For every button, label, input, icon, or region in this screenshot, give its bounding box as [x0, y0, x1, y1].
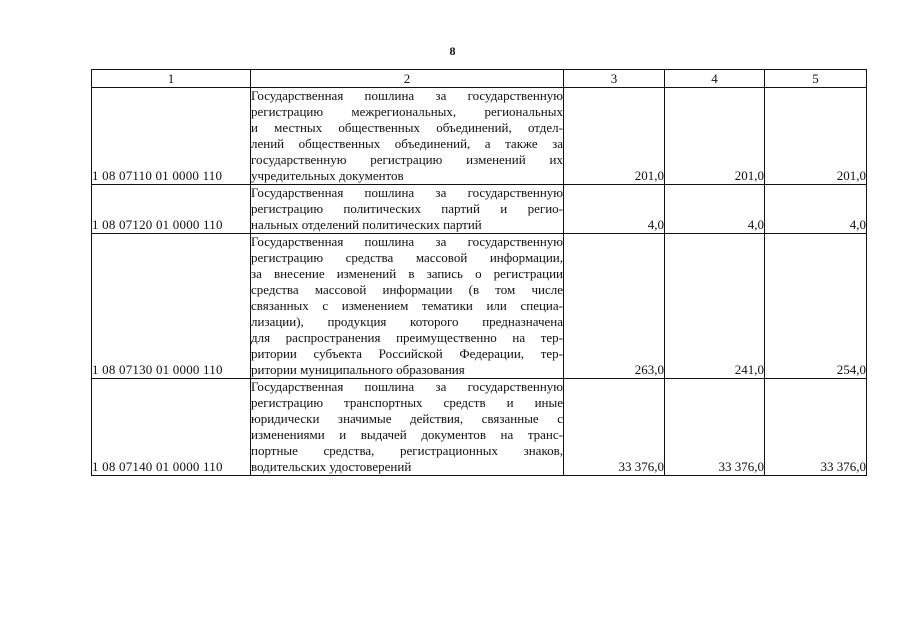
- description-line: ритории муниципального образования: [251, 362, 465, 377]
- budget-code-cell: 1 08 07140 01 0000 110: [92, 379, 251, 476]
- budget-code-cell: 1 08 07120 01 0000 110: [92, 185, 251, 234]
- description-line: Государственная пошлина за государственную: [251, 185, 563, 200]
- table-row: [92, 88, 867, 185]
- column-header: 1: [92, 70, 251, 88]
- amount-cell-v4: 241,0: [665, 234, 765, 379]
- description-line: Государственная пошлина за государственную: [251, 379, 563, 394]
- page-number: 8: [449, 44, 456, 58]
- column-header: 2: [251, 70, 564, 88]
- amount-cell-v5: 254,0: [765, 234, 867, 379]
- table-row: [92, 234, 867, 379]
- amount-cell-v5: 201,0: [765, 88, 867, 185]
- description-line: за внесение изменений в запись о регистрации: [251, 266, 563, 281]
- budget-code-cell: 1 08 07130 01 0000 110: [92, 234, 251, 379]
- amount-cell-v3: 201,0: [564, 88, 665, 185]
- amount-cell-v4: 4,0: [665, 185, 765, 234]
- amount-cell-v4: 33 376,0: [665, 379, 765, 476]
- description-line: учредительных документов: [251, 168, 404, 183]
- amount-cell-v5: 33 376,0: [765, 379, 867, 476]
- description-line: регистрацию транспортных средств и иные: [251, 395, 563, 410]
- description-cell: [251, 379, 564, 476]
- amount-cell-v4: 201,0: [665, 88, 765, 185]
- budget-code-cell: 1 08 07110 01 0000 110: [92, 88, 251, 185]
- description-line: регистрацию межрегиональных, региональных: [251, 104, 563, 119]
- column-header: 4: [665, 70, 765, 88]
- description-line: портные средства, регистрационных знаков,: [251, 443, 563, 458]
- description-cell: [251, 185, 564, 234]
- description-line: регистрацию политических партий и регио-: [251, 201, 563, 216]
- description-line: водительских удостоверений: [251, 459, 412, 474]
- revenue-table: [91, 69, 867, 476]
- amount-cell-v3: 263,0: [564, 234, 665, 379]
- table-row: [92, 379, 867, 476]
- column-header: 5: [765, 70, 867, 88]
- description-line: и местных общественных объединений, отдел-: [251, 120, 563, 135]
- description-cell: [251, 88, 564, 185]
- description-line: лений общественных объединений, а также за: [251, 136, 563, 151]
- description-line: для распространения преимущественно на тер-: [251, 330, 563, 345]
- description-line: юридически значимые действия, связанные с: [251, 411, 563, 426]
- description-cell: [251, 234, 564, 379]
- description-line: связанных с изменением тематики или специа-: [251, 298, 563, 313]
- amount-cell-v3: 4,0: [564, 185, 665, 234]
- table-row: [92, 185, 867, 234]
- column-header: 3: [564, 70, 665, 88]
- amount-cell-v5: 4,0: [765, 185, 867, 234]
- description-line: ритории субъекта Российской Федерации, тер-: [251, 346, 563, 361]
- amount-cell-v3: 33 376,0: [564, 379, 665, 476]
- description-line: Государственная пошлина за государственную: [251, 88, 563, 103]
- description-line: государственную регистрацию изменений их: [251, 152, 563, 167]
- description-line: лизации), продукция которого предназначена: [251, 314, 563, 329]
- table-header-row: [92, 70, 867, 88]
- description-line: регистрацию средства массовой информации,: [251, 250, 563, 265]
- description-line: средства массовой информации (в том числе: [251, 282, 563, 297]
- description-line: нальных отделений политических партий: [251, 217, 482, 232]
- description-line: Государственная пошлина за государственную: [251, 234, 563, 249]
- description-line: изменениями и выдачей документов на транс-: [251, 427, 563, 442]
